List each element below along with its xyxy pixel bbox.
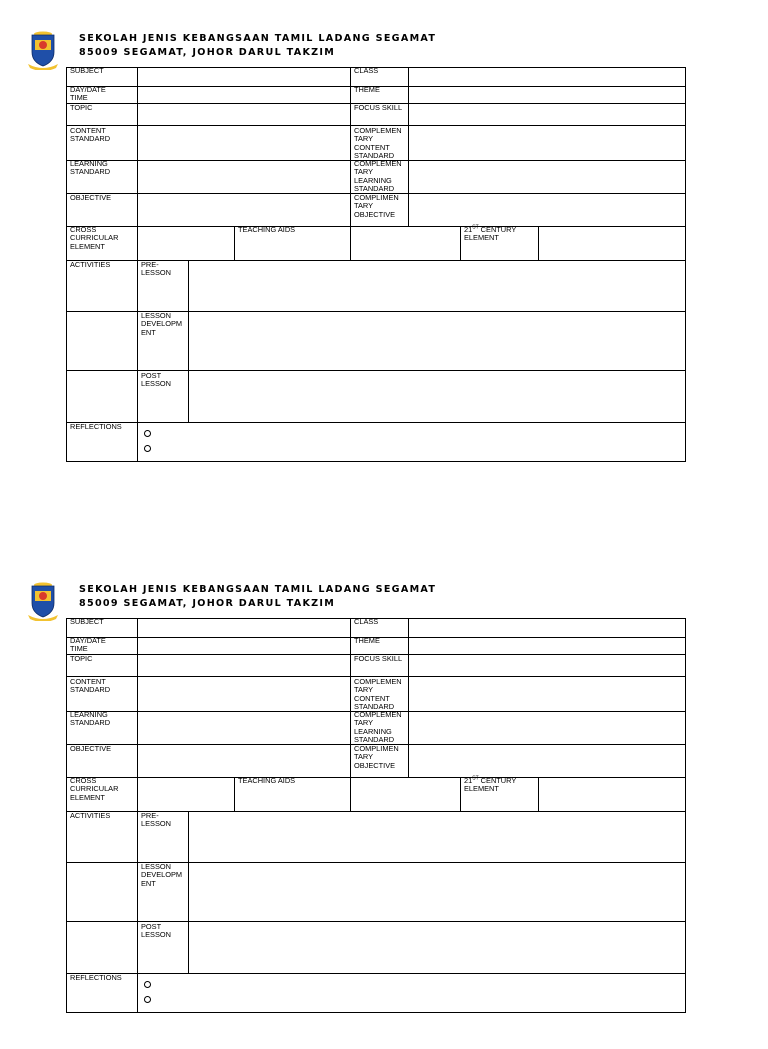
field-content-standard[interactable] <box>138 677 350 711</box>
label-lesson-development: LESSON DEVELOPM ENT <box>141 311 183 337</box>
label-complementary-objective: COMPLIMEN TARY OBJECTIVE <box>354 193 399 219</box>
label-cross-curricular-element: CROSS CURRICULAR ELEMENT <box>70 776 119 802</box>
school-address: 85009 SEGAMAT, JOHOR DARUL TAKZIM <box>79 47 336 58</box>
reflection-bullet-icon <box>144 430 151 437</box>
lesson-plan-form <box>66 67 686 462</box>
field-topic[interactable] <box>138 104 350 125</box>
label-post-lesson: POST LESSON <box>141 922 171 940</box>
school-address: 85009 SEGAMAT, JOHOR DARUL TAKZIM <box>79 598 336 609</box>
label-complementary-learning-standard: COMPLEMEN TARY LEARNING STANDARD <box>354 159 402 194</box>
field-focus-skill[interactable] <box>409 655 685 676</box>
field-subject[interactable] <box>138 68 350 86</box>
field-objective[interactable] <box>138 745 350 777</box>
label-teaching-aids: TEACHING AIDS <box>238 225 296 234</box>
label-lesson-development: LESSON DEVELOPM ENT <box>141 862 183 888</box>
field-teaching-aids[interactable] <box>351 227 460 260</box>
century-number: 21 <box>464 776 473 785</box>
field-cross-curricular-element[interactable] <box>138 227 234 260</box>
label-subject: SUBJECT <box>70 617 104 626</box>
label-pre-lesson: PRE- LESSON <box>141 811 171 829</box>
label-objective: OBJECTIVE <box>70 193 112 202</box>
label-topic: TOPIC <box>70 654 93 663</box>
label-objective: OBJECTIVE <box>70 744 112 753</box>
field-cross-curricular-element[interactable] <box>138 778 234 811</box>
century-text: CENTURY ELEMENT <box>464 776 517 794</box>
field-class[interactable] <box>409 619 685 637</box>
field-21st-century-element[interactable] <box>539 778 685 811</box>
label-complementary-objective: COMPLIMEN TARY OBJECTIVE <box>354 744 399 770</box>
crest-shield <box>32 586 54 617</box>
label-complementary-content-standard: COMPLEMEN TARY CONTENT STANDARD <box>354 677 402 712</box>
field-lesson-development[interactable] <box>189 863 685 921</box>
crest-emblem <box>39 41 47 49</box>
field-class[interactable] <box>409 68 685 86</box>
field-post-lesson[interactable] <box>189 371 685 422</box>
school-crest-icon <box>24 581 62 621</box>
century-text: CENTURY ELEMENT <box>464 225 517 243</box>
field-topic[interactable] <box>138 655 350 676</box>
label-reflections: REFLECTIONS <box>70 422 122 431</box>
field-learning-standard[interactable] <box>138 161 350 193</box>
century-suffix: ST <box>472 224 479 231</box>
label-class: CLASS <box>354 617 379 626</box>
label-activities: ACTIVITIES <box>70 260 111 269</box>
field-pre-lesson[interactable] <box>189 812 685 862</box>
field-day-date-time[interactable] <box>138 87 350 103</box>
label-complementary-learning-standard: COMPLEMEN TARY LEARNING STANDARD <box>354 710 402 745</box>
lesson-plan-1 <box>0 28 768 498</box>
crest-shield <box>32 35 54 66</box>
label-21st-century-element <box>464 777 516 794</box>
label-cross-curricular-element: CROSS CURRICULAR ELEMENT <box>70 225 119 251</box>
reflection-bullet-icon <box>144 445 151 452</box>
field-reflections[interactable] <box>138 423 685 461</box>
crest-emblem <box>39 592 47 600</box>
label-topic: TOPIC <box>70 103 93 112</box>
label-post-lesson: POST LESSON <box>141 371 171 389</box>
label-21st-century-element <box>464 226 516 243</box>
field-theme[interactable] <box>409 638 685 654</box>
label-focus-skill: FOCUS SKILL <box>354 103 403 112</box>
reflection-bullet-icon <box>144 996 151 1003</box>
field-complementary-content-standard[interactable] <box>409 677 685 711</box>
label-day-date-time: DAY/DATE TIME <box>70 85 106 103</box>
label-theme: THEME <box>354 85 380 94</box>
field-post-lesson[interactable] <box>189 922 685 973</box>
label-theme: THEME <box>354 636 380 645</box>
label-day-date-time: DAY/DATE TIME <box>70 636 106 654</box>
label-subject: SUBJECT <box>70 66 104 75</box>
label-class: CLASS <box>354 66 379 75</box>
field-pre-lesson[interactable] <box>189 261 685 311</box>
label-learning-standard: LEARNING STANDARD <box>70 710 111 728</box>
century-suffix: ST <box>472 775 479 782</box>
school-crest-icon <box>24 30 62 70</box>
label-activities: ACTIVITIES <box>70 811 111 820</box>
field-complementary-objective[interactable] <box>409 194 685 226</box>
field-theme[interactable] <box>409 87 685 103</box>
reflection-bullet-icon <box>144 981 151 988</box>
label-focus-skill: FOCUS SKILL <box>354 654 403 663</box>
school-name: SEKOLAH JENIS KEBANGSAAN TAMIL LADANG SEGAMAT <box>79 584 437 595</box>
label-complementary-content-standard: COMPLEMEN TARY CONTENT STANDARD <box>354 126 402 161</box>
field-reflections[interactable] <box>138 974 685 1012</box>
field-content-standard[interactable] <box>138 126 350 160</box>
field-complementary-learning-standard[interactable] <box>409 712 685 744</box>
field-day-date-time[interactable] <box>138 638 350 654</box>
field-21st-century-element[interactable] <box>539 227 685 260</box>
field-complementary-learning-standard[interactable] <box>409 161 685 193</box>
label-pre-lesson: PRE- LESSON <box>141 260 171 278</box>
field-objective[interactable] <box>138 194 350 226</box>
label-content-standard: CONTENT STANDARD <box>70 126 111 144</box>
field-lesson-development[interactable] <box>189 312 685 370</box>
field-complementary-content-standard[interactable] <box>409 126 685 160</box>
field-learning-standard[interactable] <box>138 712 350 744</box>
lesson-plan-2 <box>0 579 768 1049</box>
lesson-plan-form <box>66 618 686 1013</box>
field-complementary-objective[interactable] <box>409 745 685 777</box>
school-name: SEKOLAH JENIS KEBANGSAAN TAMIL LADANG SEGAMAT <box>79 33 437 44</box>
field-teaching-aids[interactable] <box>351 778 460 811</box>
field-focus-skill[interactable] <box>409 104 685 125</box>
field-subject[interactable] <box>138 619 350 637</box>
label-content-standard: CONTENT STANDARD <box>70 677 111 695</box>
label-reflections: REFLECTIONS <box>70 973 122 982</box>
label-learning-standard: LEARNING STANDARD <box>70 159 111 177</box>
label-teaching-aids: TEACHING AIDS <box>238 776 296 785</box>
century-number: 21 <box>464 225 473 234</box>
